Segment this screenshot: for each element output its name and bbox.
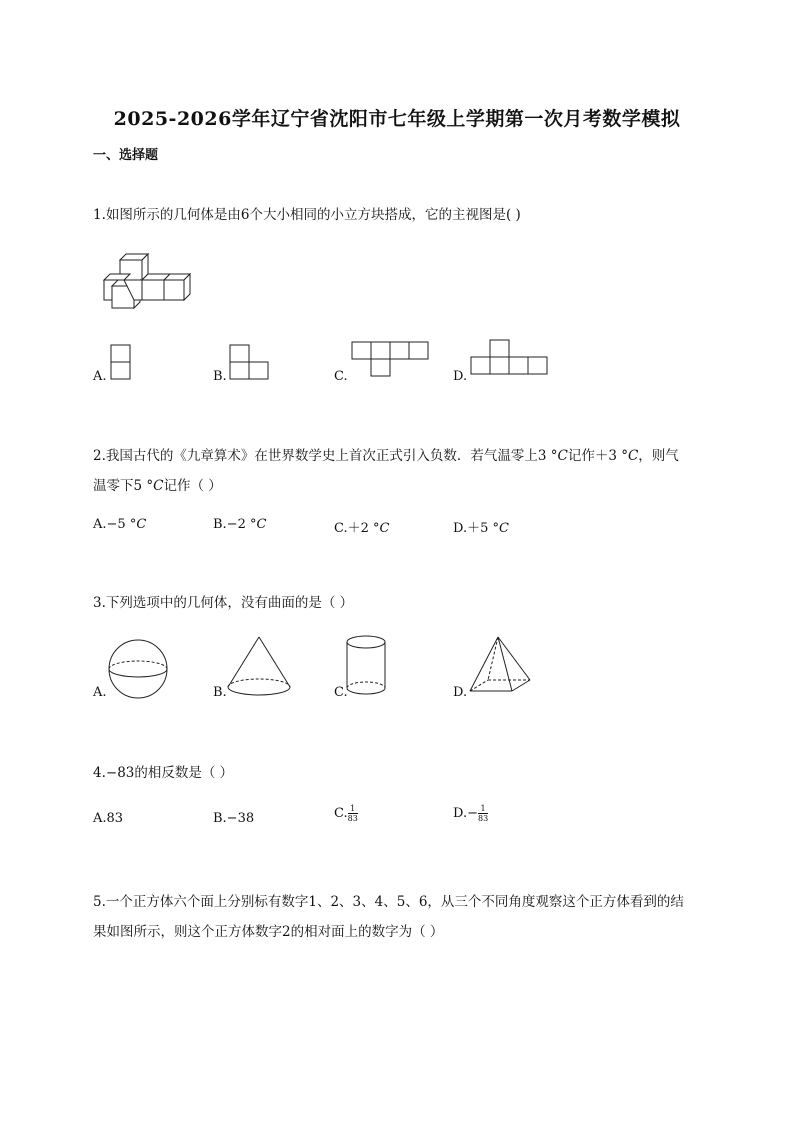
q3-option-b-label: B. xyxy=(213,685,227,700)
q3-option-c-label: C. xyxy=(334,685,348,700)
fraction-numerator: 1 xyxy=(478,804,488,814)
q4-option-c-prefix: C. xyxy=(334,806,348,821)
q2-option-a: A.−5 °𝐶 xyxy=(93,517,147,532)
q1-option-a-label: A. xyxy=(93,369,107,384)
document-title: 2025-2026学年辽宁省沈阳市七年级上学期第一次月考数学模拟 xyxy=(113,108,681,130)
q3-option-b-cone xyxy=(226,636,292,698)
section-heading: 一、选择题 xyxy=(93,148,159,163)
q3-option-c-cylinder xyxy=(345,634,389,698)
question-3-text: 3.下列选项中的几何体，没有曲面的是（ ） xyxy=(93,595,354,611)
q1-option-d-figure xyxy=(470,339,550,375)
fraction-denominator: 83 xyxy=(477,814,489,823)
q2-option-c: C.＋2 °𝐶 xyxy=(334,521,390,536)
q1-option-c-label: C. xyxy=(334,369,348,384)
q4-option-d-prefix: D.− xyxy=(453,806,478,821)
question-4-text: 4.−83的相反数是（ ） xyxy=(93,765,234,781)
q4-option-b: B.−38 xyxy=(213,811,255,826)
question-1-text: 1.如图所示的几何体是由6个大小相同的小立方块搭成，它的主视图是( ) xyxy=(93,207,521,223)
q3-option-a-sphere xyxy=(107,639,171,701)
question-5-line-2: 果如图所示，则这个正方体数字2的相对面上的数字为（ ） xyxy=(93,924,444,940)
q1-option-c-figure xyxy=(351,341,431,377)
q4-option-a: A.83 xyxy=(93,811,124,826)
q3-option-d-label: D. xyxy=(453,685,468,700)
q1-option-b-label: B. xyxy=(213,369,227,384)
q4-option-c-fraction xyxy=(348,804,358,823)
fraction-denominator: 83 xyxy=(347,814,358,823)
q3-option-d-pyramid xyxy=(462,636,534,698)
q1-option-d-label: D. xyxy=(453,369,468,384)
fraction-numerator: 1 xyxy=(348,804,358,814)
q1-option-b-figure xyxy=(229,344,271,380)
q4-option-d-fraction xyxy=(478,804,488,823)
q2-option-d: D.＋5 °𝐶 xyxy=(453,521,509,536)
q4-option-d xyxy=(453,804,488,823)
q2-option-b: B.−2 °𝐶 xyxy=(213,517,267,532)
question-5-line-1: 5.一个正方体六个面上分别标有数字1、2、3、4、5、6，从三个不同角度观察这个正方体看到的结 xyxy=(93,894,684,910)
question-2-line-1: 2.我国古代的《九章算术》在世界数学史上首次正式引入负数．若气温零上3 °𝐶记作＋3 °𝐶，则气 xyxy=(93,448,679,464)
question-1-figure-cubes xyxy=(96,250,196,312)
q1-option-a-figure xyxy=(110,344,132,380)
q3-option-a-label: A. xyxy=(93,685,107,700)
question-2-line-2: 温零下5 °𝐶记作（ ） xyxy=(93,478,222,494)
q4-option-c xyxy=(334,804,358,823)
